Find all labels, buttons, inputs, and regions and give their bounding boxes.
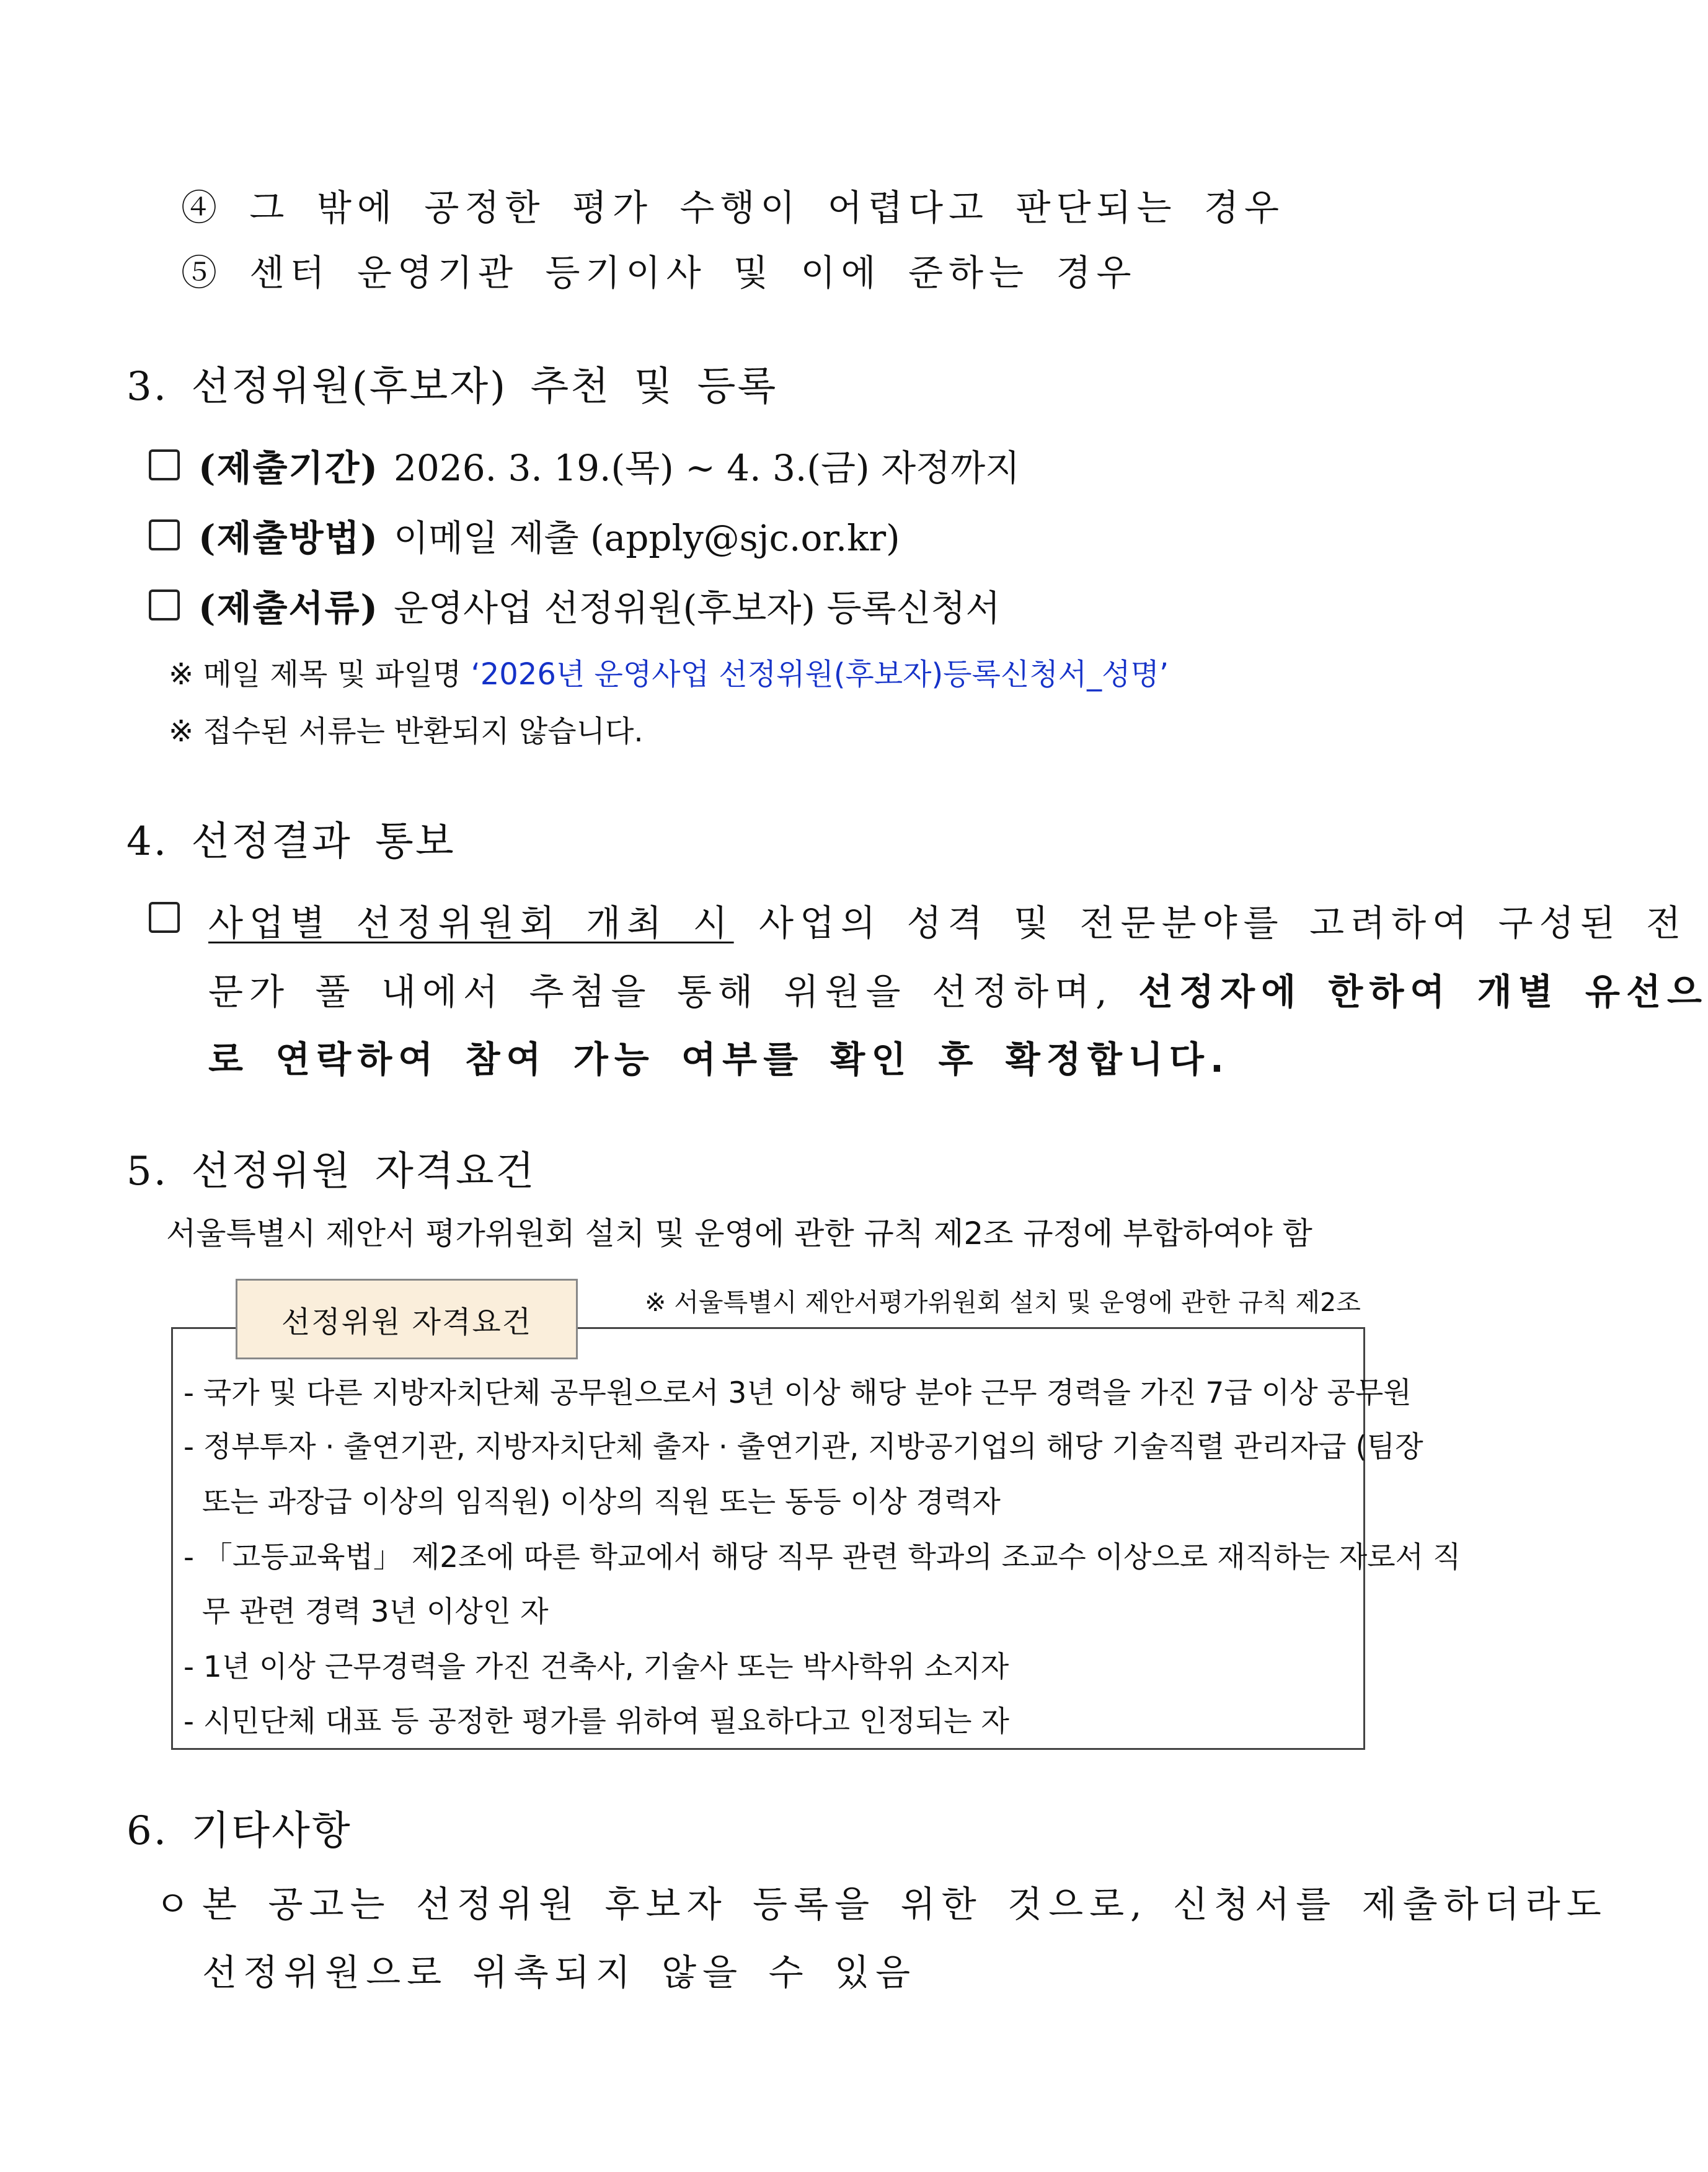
checkbox-icon: [149, 589, 180, 620]
qualification-line: - 시민단체 대표 등 공정한 평가를 위하여 필요하다고 인정되는 자: [184, 1705, 1009, 1739]
qualification-line: - 「고등교육법」 제2조에 따른 학교에서 해당 직무 관련 학과의 조교수 이상으로 재직하는 자로서 직: [184, 1540, 1461, 1574]
section4-line-1: [208, 894, 1687, 946]
item-text: 운영사업 선정위원(후보자) 등록신청서: [394, 587, 1001, 629]
underlined-text: 사업별 선정위원회 개최 시: [208, 902, 734, 944]
section3-item-method: [149, 509, 900, 561]
checkbox-icon: [149, 519, 180, 550]
section4-line-3: [208, 1030, 1230, 1082]
section3-heading: 3. 선정위원(후보자) 추천 및 등록: [126, 364, 778, 410]
section4-heading: 4. 선정결과 통보: [126, 819, 456, 865]
section4-line-2: [208, 963, 1708, 1015]
checkbox-icon: [149, 902, 180, 933]
qualification-box-title: 선정위원 자격요건: [236, 1279, 578, 1359]
section5-heading: 5. 선정위원 자격요건: [126, 1149, 536, 1194]
section6-line-1: 본 공고는 선정위원 후보자 등록을 위한 것으로, 신청서를 제출하더라도: [202, 1883, 1608, 1925]
qualification-line: - 정부투자 · 출연기관, 지방자치단체 출자 · 출연기관, 지방공기업의 해당 기술직렬 관리자급 (팀장: [184, 1430, 1423, 1464]
item-label: (제출방법): [198, 517, 379, 559]
mail-title-format: ‘2026년 운영사업 선정위원(후보자)등록신청서_성명’: [471, 657, 1169, 692]
line3-bold: 로 연락하여 참여 가능 여부를 확인 후 확정합니다.: [208, 1038, 1230, 1080]
line1-rest: 사업의 성격 및 전문분야를 고려하여 구성된 전: [733, 902, 1688, 944]
section3-item-period: [149, 439, 1020, 491]
qualification-line: 또는 과장급 이상의 임직원) 이상의 직원 또는 동등 이상 경력자: [184, 1485, 1001, 1519]
item-text: 2026. 3. 19.(목) ~ 4. 3.(금) 자정까지: [394, 447, 1020, 489]
item-label: (제출기간): [198, 447, 379, 489]
intro-item-5: ⑤ 센터 운영기관 등기이사 및 이에 준하는 경우: [181, 252, 1137, 294]
mail-title-note: [169, 650, 1169, 693]
qualification-line: - 1년 이상 근무경력을 가진 건축사, 기술사 또는 박사학위 소지자: [184, 1650, 1009, 1684]
item-label: (제출서류): [198, 587, 379, 629]
intro-item-4: ④ 그 밖에 공정한 평가 수행이 어렵다고 판단되는 경우: [181, 187, 1285, 229]
no-return-note: ※ 접수된 서류는 반환되지 않습니다.: [169, 714, 644, 749]
section6-heading: 6. 기타사항: [126, 1808, 352, 1854]
checkbox-icon: [149, 449, 180, 480]
regulation-reference: ※ 서울특별시 제안서평가위원회 설치 및 운영에 관한 규칙 제2조: [645, 1287, 1361, 1317]
qualification-line: 무 관련 경력 3년 이상인 자: [184, 1595, 549, 1629]
line2-bold: 선정자에 한하여 개별 유선으: [1138, 971, 1708, 1013]
qualification-line: - 국가 및 다른 지방자치단체 공무원으로서 3년 이상 해당 분야 근무 경력을 가진 7급 이상 공무원: [184, 1376, 1412, 1410]
section5-description: 서울특별시 제안서 평가위원회 설치 및 운영에 관한 규칙 제2조 규정에 부합하여야 함: [166, 1216, 1312, 1252]
section3-item-documents: [149, 579, 1001, 631]
line2-plain: 문가 풀 내에서 추첨을 통해 위원을 선정하며,: [208, 971, 1138, 1013]
item-text: 이메일 제출 (apply@sjc.or.kr): [394, 517, 900, 559]
mail-title-note-prefix: ※ 메일 제목 및 파일명: [169, 657, 471, 692]
section6-line-2: 선정위원으로 위촉되지 않을 수 있음: [202, 1951, 917, 1993]
bullet-icon: ㅇ: [155, 1883, 197, 1925]
